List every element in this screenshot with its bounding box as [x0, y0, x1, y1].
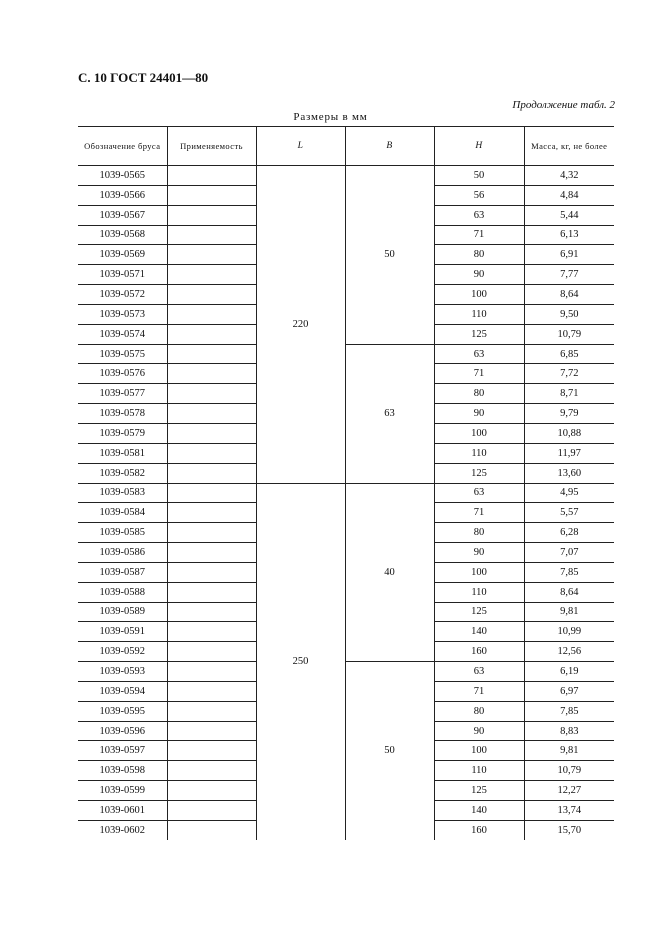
h-value-cell: 90 — [434, 404, 524, 424]
mass-value-cell: 7,07 — [524, 543, 614, 563]
mass-value-cell: 6,91 — [524, 245, 614, 265]
column-header-b: B — [345, 127, 434, 166]
applicability-cell — [167, 463, 256, 483]
applicability-cell — [167, 483, 256, 503]
mass-value-cell: 12,27 — [524, 781, 614, 801]
mass-value-cell: 8,64 — [524, 582, 614, 602]
h-value-cell: 100 — [434, 741, 524, 761]
h-value-cell: 80 — [434, 523, 524, 543]
h-value-cell: 100 — [434, 285, 524, 305]
applicability-cell — [167, 245, 256, 265]
h-value-cell: 160 — [434, 642, 524, 662]
h-value-cell: 110 — [434, 761, 524, 781]
designation-cell: 1039-0581 — [78, 443, 167, 463]
applicability-cell — [167, 562, 256, 582]
applicability-cell — [167, 265, 256, 285]
designation-cell: 1039-0575 — [78, 344, 167, 364]
designation-cell: 1039-0587 — [78, 562, 167, 582]
mass-value-cell: 11,97 — [524, 443, 614, 463]
designation-cell: 1039-0597 — [78, 741, 167, 761]
h-value-cell: 140 — [434, 801, 524, 821]
mass-value-cell: 6,97 — [524, 681, 614, 701]
applicability-cell — [167, 681, 256, 701]
designation-cell: 1039-0598 — [78, 761, 167, 781]
h-value-cell: 63 — [434, 344, 524, 364]
h-value-cell: 71 — [434, 681, 524, 701]
h-value-cell: 80 — [434, 701, 524, 721]
designation-cell: 1039-0566 — [78, 185, 167, 205]
designation-cell: 1039-0596 — [78, 721, 167, 741]
mass-value-cell: 15,70 — [524, 820, 614, 839]
mass-value-cell: 6,28 — [524, 523, 614, 543]
mass-value-cell: 12,56 — [524, 642, 614, 662]
h-value-cell: 90 — [434, 543, 524, 563]
designation-cell: 1039-0588 — [78, 582, 167, 602]
h-value-cell: 100 — [434, 562, 524, 582]
h-value-cell: 56 — [434, 185, 524, 205]
designation-cell: 1039-0569 — [78, 245, 167, 265]
designation-cell: 1039-0576 — [78, 364, 167, 384]
applicability-cell — [167, 662, 256, 682]
applicability-cell — [167, 721, 256, 741]
designation-cell: 1039-0595 — [78, 701, 167, 721]
applicability-cell — [167, 364, 256, 384]
mass-value-cell: 7,85 — [524, 701, 614, 721]
h-value-cell: 71 — [434, 503, 524, 523]
h-value-cell: 80 — [434, 245, 524, 265]
designation-cell: 1039-0583 — [78, 483, 167, 503]
mass-value-cell: 4,32 — [524, 166, 614, 186]
designation-cell: 1039-0565 — [78, 166, 167, 186]
mass-value-cell: 4,95 — [524, 483, 614, 503]
table-row — [78, 483, 614, 503]
designation-cell: 1039-0578 — [78, 404, 167, 424]
b-value-cell: 50 — [345, 662, 434, 840]
applicability-cell — [167, 285, 256, 305]
applicability-cell — [167, 701, 256, 721]
designation-cell: 1039-0592 — [78, 642, 167, 662]
h-value-cell: 71 — [434, 364, 524, 384]
applicability-cell — [167, 622, 256, 642]
dimensions-caption: Размеры в мм — [293, 111, 368, 123]
h-value-cell: 125 — [434, 602, 524, 622]
mass-value-cell: 6,85 — [524, 344, 614, 364]
mass-value-cell: 7,85 — [524, 562, 614, 582]
applicability-cell — [167, 582, 256, 602]
applicability-cell — [167, 543, 256, 563]
h-value-cell: 90 — [434, 265, 524, 285]
h-value-cell: 110 — [434, 582, 524, 602]
designation-cell: 1039-0584 — [78, 503, 167, 523]
applicability-cell — [167, 324, 256, 344]
h-value-cell: 63 — [434, 483, 524, 503]
applicability-cell — [167, 642, 256, 662]
column-header-h: H — [434, 127, 524, 166]
h-value-cell: 100 — [434, 423, 524, 443]
table-row — [78, 344, 614, 364]
designation-cell: 1039-0602 — [99, 824, 145, 836]
designation-cell: 1039-0568 — [78, 225, 167, 245]
mass-value-cell: 8,64 — [524, 285, 614, 305]
designation-cell: 1039-0567 — [78, 205, 167, 225]
mass-value-cell: 7,77 — [524, 265, 614, 285]
applicability-cell — [167, 443, 256, 463]
mass-value-cell: 9,81 — [524, 602, 614, 622]
applicability-cell — [167, 503, 256, 523]
h-value-cell: 125 — [434, 324, 524, 344]
h-value-cell: 110 — [434, 443, 524, 463]
applicability-cell — [167, 781, 256, 801]
designation-cell: 1039-0579 — [78, 423, 167, 443]
h-value-cell: 90 — [434, 721, 524, 741]
table-header-row — [78, 127, 614, 166]
h-value-cell: 50 — [434, 166, 524, 186]
column-header-l: L — [256, 127, 345, 166]
mass-value-cell: 8,83 — [524, 721, 614, 741]
designation-cell: 1039-0577 — [78, 384, 167, 404]
l-value-cell: 220 — [256, 166, 345, 484]
designation-cell: 1039-0593 — [78, 662, 167, 682]
designation-cell: 1039-0571 — [78, 265, 167, 285]
mass-value-cell: 10,79 — [524, 324, 614, 344]
designation-cell: 1039-0601 — [78, 801, 167, 821]
designation-cell: 1039-0589 — [78, 602, 167, 622]
applicability-cell — [167, 801, 256, 821]
table-row — [78, 166, 614, 186]
b-value-cell: 50 — [345, 166, 434, 345]
h-value-cell: 63 — [434, 662, 524, 682]
mass-value-cell: 13,60 — [524, 463, 614, 483]
designation-cell: 1039-0582 — [78, 463, 167, 483]
table-continuation-note: Продолжение табл. 2 — [512, 99, 615, 111]
l-value-cell: 250 — [256, 483, 345, 840]
designation-cell: 1039-0591 — [78, 622, 167, 642]
designation-cell: 1039-0594 — [78, 681, 167, 701]
mass-value-cell: 5,57 — [524, 503, 614, 523]
column-header-applicability: Применяемость — [167, 127, 256, 166]
b-value-cell: 40 — [345, 483, 434, 662]
table-body — [78, 166, 614, 840]
b-value-cell: 63 — [345, 344, 434, 483]
h-value-cell: 71 — [434, 225, 524, 245]
mass-value-cell: 10,88 — [524, 423, 614, 443]
column-header-designation: Обозначение бруса — [78, 127, 167, 166]
mass-value-cell: 9,79 — [524, 404, 614, 424]
bar-dimensions-table — [78, 126, 614, 840]
mass-value-cell: 9,50 — [524, 304, 614, 324]
mass-value-cell: 6,13 — [524, 225, 614, 245]
mass-value-cell: 4,84 — [524, 185, 614, 205]
applicability-cell — [167, 205, 256, 225]
mass-value-cell: 9,81 — [524, 741, 614, 761]
mass-value-cell: 6,19 — [524, 662, 614, 682]
designation-cell: 1039-0572 — [78, 285, 167, 305]
applicability-cell — [167, 225, 256, 245]
applicability-cell — [167, 820, 256, 839]
applicability-cell — [167, 761, 256, 781]
mass-value-cell: 7,72 — [524, 364, 614, 384]
applicability-cell — [167, 185, 256, 205]
h-value-cell: 110 — [434, 304, 524, 324]
h-value-cell: 63 — [434, 205, 524, 225]
applicability-cell — [167, 304, 256, 324]
designation-cell: 1039-0573 — [78, 304, 167, 324]
h-value-cell: 160 — [434, 820, 524, 839]
designation-cell: 1039-0574 — [78, 324, 167, 344]
h-value-cell: 80 — [434, 384, 524, 404]
h-value-cell: 125 — [434, 781, 524, 801]
applicability-cell — [167, 602, 256, 622]
h-value-cell: 140 — [434, 622, 524, 642]
column-header-mass: Масса, кг, не более — [524, 127, 614, 166]
mass-value-cell: 13,74 — [524, 801, 614, 821]
applicability-cell — [167, 166, 256, 186]
table-row — [78, 662, 614, 682]
mass-value-cell: 5,44 — [524, 205, 614, 225]
h-value-cell: 125 — [434, 463, 524, 483]
designation-cell: 1039-0586 — [78, 543, 167, 563]
mass-value-cell: 10,99 — [524, 622, 614, 642]
applicability-cell — [167, 384, 256, 404]
applicability-cell — [167, 523, 256, 543]
applicability-cell — [167, 423, 256, 443]
designation-cell: 1039-0599 — [78, 781, 167, 801]
page-header: С. 10 ГОСТ 24401—80 — [78, 70, 209, 85]
applicability-cell — [167, 404, 256, 424]
designation-cell: 1039-0585 — [78, 523, 167, 543]
mass-value-cell: 10,79 — [524, 761, 614, 781]
applicability-cell — [167, 741, 256, 761]
applicability-cell — [167, 344, 256, 364]
mass-value-cell: 8,71 — [524, 384, 614, 404]
